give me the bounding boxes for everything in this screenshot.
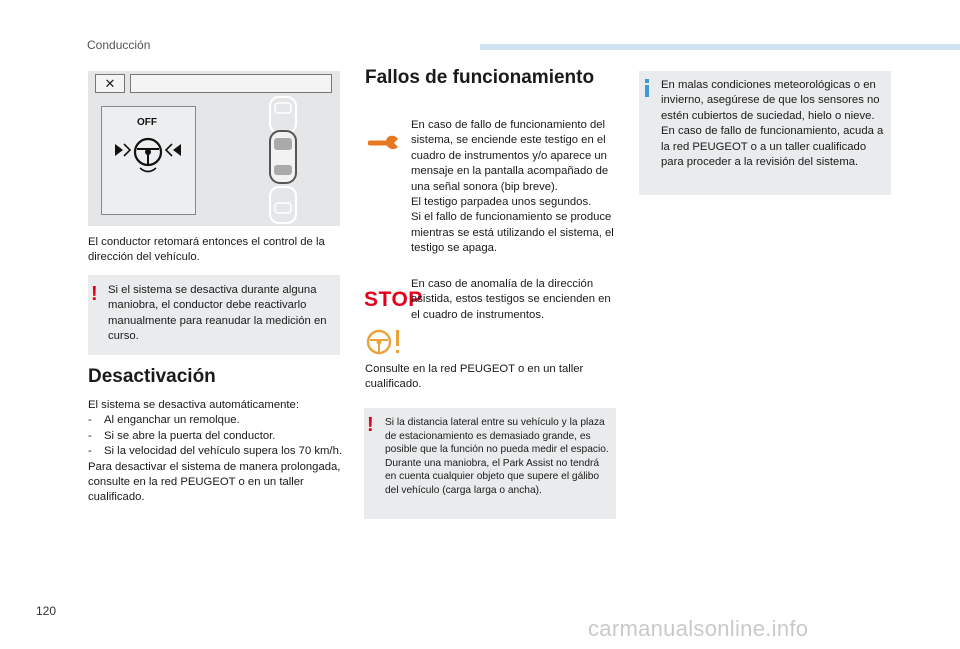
warning-distance-1: Si la distancia lateral entre su vehículo y la plaza de estacionamiento es demasiado grande, es posible que la función no pueda medir el espacio. bbox=[385, 417, 609, 456]
deactivation-body bbox=[88, 398, 342, 506]
info-text bbox=[661, 78, 887, 170]
list-item: - Al enganchar un remolque. bbox=[88, 414, 240, 427]
deactivation-footer: Para desactivar el sistema de manera prolongada, consulte en la red PEUGEOT o en un taller cualificado. bbox=[88, 460, 341, 504]
list-item: - Si la velocidad del vehículo supera los 70 km/h. bbox=[88, 445, 342, 458]
warning-distance-2: Durante una maniobra, el Park Assist no tendrá en cuenta cualquier objeto que supere el gálibo del vehículo (carga larga o ancha). bbox=[385, 457, 600, 496]
info-text-2: En caso de fallo de funcionamiento, acuda a la red PEUGEOT o a un taller cualificado para proceder a la revisión del sistema. bbox=[661, 125, 884, 169]
display-bar bbox=[130, 74, 332, 93]
warning-icon: ! bbox=[367, 414, 374, 436]
wrench-icon bbox=[368, 131, 402, 151]
off-label: OFF bbox=[137, 117, 157, 128]
power-steering-warning-icon bbox=[366, 327, 406, 357]
parked-cars-icon bbox=[262, 93, 312, 225]
info-icon bbox=[645, 79, 649, 97]
warning-text-distance bbox=[385, 416, 613, 498]
list-item: - Si se abre la puerta del conductor. bbox=[88, 429, 276, 442]
warning-text-reactivate: Si el sistema se desactiva durante alguna maniobra, el conductor debe reactivarlo manualmente para reanudar la medición en curso. bbox=[108, 284, 327, 343]
section-label: Conducción bbox=[87, 38, 151, 52]
page-number: 120 bbox=[36, 604, 57, 618]
steering-assist-icon bbox=[112, 135, 184, 177]
info-text-1: En malas condiciones meteorológicas o en invierno, asegúrese de que los sensores no estén cubiertos de suciedad, hielo o nieve. bbox=[661, 79, 880, 122]
header-bar bbox=[480, 44, 960, 50]
fault-text-1: En caso de fallo de funcionamiento del sistema, se enciende este testigo en el cuadro de instrumentos y/o aparece un mensaje en la pantalla acompañado de una señal sonora (bip breve). bbox=[411, 119, 609, 193]
watermark: carmanualsonline.info bbox=[588, 616, 809, 641]
fault-text-2: El testigo parpadea unos segundos. bbox=[411, 196, 592, 209]
steering-anomaly-text: En caso de anomalía de la dirección asistida, estos testigos se encienden en el cuadro de instrumentos. bbox=[411, 278, 611, 321]
section-title-fallos: Fallos de funcionamiento bbox=[365, 67, 595, 88]
close-icon: ✕ bbox=[95, 74, 125, 93]
stop-warning-icon: STOP bbox=[364, 288, 423, 311]
warning-icon: ! bbox=[91, 283, 98, 305]
fault-description bbox=[411, 118, 616, 257]
fault-text-3: Si el fallo de funcionamiento se produce mientras se está utilizando el sistema, el testigo se apaga. bbox=[411, 211, 614, 255]
deactivation-intro: El sistema se desactiva automáticamente: bbox=[88, 399, 299, 411]
section-title-desactivacion: Desactivación bbox=[88, 366, 216, 387]
consult-text: Consulte en la red PEUGEOT o en un taller cualificado. bbox=[365, 363, 584, 391]
driver-control-text: El conductor retomará entonces el control de la dirección del vehículo. bbox=[88, 236, 325, 264]
